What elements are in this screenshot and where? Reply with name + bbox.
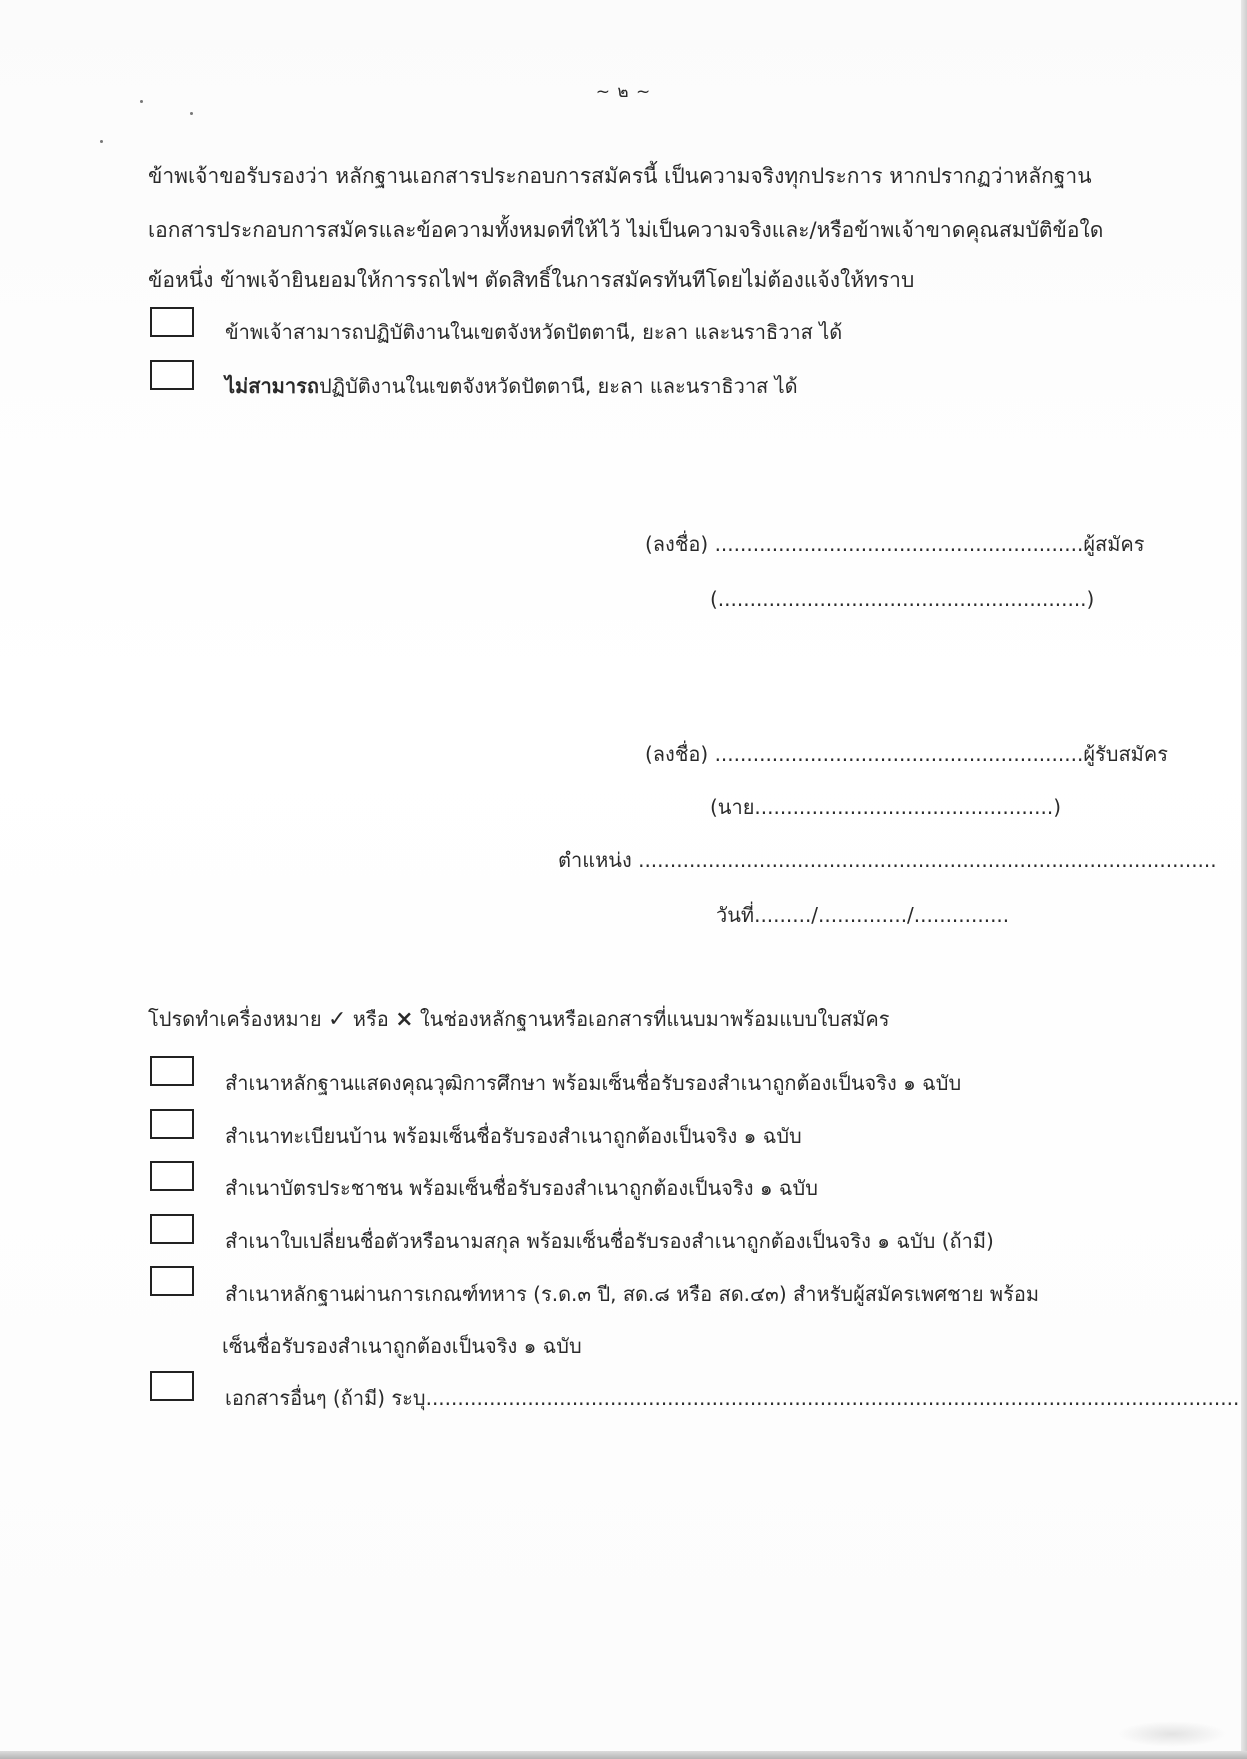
area-cannot-checkbox[interactable] — [150, 360, 194, 390]
position-line — [558, 846, 1217, 874]
doc-checkbox-name-change[interactable] — [150, 1214, 194, 1244]
certification-line-3: ข้อหนึ่ง ข้าพเจ้ายินยอมให้การรถไฟฯ ตัดสิทธิ์ในการสมัครทันทีโดยไม่ต้องแจ้งให้ทราบ — [148, 268, 915, 292]
area-can-label: ข้าพเจ้าสามารถปฏิบัติงานในเขตจังหวัดปัตตานี, ยะลา และนราธิวาส ได้ — [225, 320, 843, 344]
area-cannot-label — [225, 372, 798, 400]
recipient-name-line: (นาย...............................................) — [710, 795, 1062, 819]
other-dots: ................................................................................................................................ — [425, 1386, 1240, 1410]
area-can-checkbox[interactable] — [150, 307, 194, 337]
page-edge-right — [1241, 0, 1247, 1759]
doc-label-education: สำเนาหลักฐานแสดงคุณวุฒิการศึกษา พร้อมเซ็นชื่อรับรองสำเนาถูกต้องเป็นจริง ๑ ฉบับ — [225, 1071, 962, 1095]
doc-checkbox-other[interactable] — [150, 1371, 194, 1401]
recipient-sign-dots: .......................................................... — [714, 742, 1084, 766]
applicant-name-line: (..........................................................) — [710, 587, 1095, 611]
doc-label-house-registration: สำเนาทะเบียนบ้าน พร้อมเซ็นชื่อรับรองสำเนาถูกต้องเป็นจริง ๑ ฉบับ — [225, 1124, 802, 1148]
cross-mark-icon: × — [395, 1007, 414, 1032]
applicant-sign-prefix: (ลงชื่อ) — [645, 532, 709, 556]
recipient-sign-role: ผู้รับสมัคร — [1083, 742, 1168, 766]
scan-speck — [190, 112, 193, 115]
position-dots: ........................................................................................... — [638, 848, 1217, 872]
certification-line-2: เอกสารประกอบการสมัครและข้อความทั้งหมดที่ให้ไว้ ไม่เป็นความจริงและ/หรือข้าพเจ้าขาดคุณสมบัติข้อใด — [148, 218, 1104, 242]
scan-speck — [100, 140, 103, 143]
doc-label-military-2: เซ็นชื่อรับรองสำเนาถูกต้องเป็นจริง ๑ ฉบับ — [222, 1334, 582, 1358]
applicant-signature-line — [645, 530, 1145, 558]
doc-label-id-card: สำเนาบัตรประชาชน พร้อมเซ็นชื่อรับรองสำเนาถูกต้องเป็นจริง ๑ ฉบับ — [225, 1176, 818, 1200]
doc-checkbox-education[interactable] — [150, 1056, 194, 1086]
doc-label-other — [225, 1384, 1239, 1412]
recipient-signature-line — [645, 740, 1168, 768]
applicant-sign-dots: .......................................................... — [714, 532, 1084, 556]
instruction-start: โปรดทำเครื่องหมาย — [148, 1007, 322, 1031]
page-number: ~ ๒ ~ — [595, 82, 652, 102]
other-label: เอกสารอื่นๆ (ถ้ามี) ระบุ — [225, 1386, 426, 1410]
doc-checkbox-military[interactable] — [150, 1266, 194, 1296]
check-mark-icon: ✓ — [328, 1007, 347, 1032]
scan-smudge — [1117, 1721, 1227, 1747]
page-edge-bottom — [0, 1751, 1247, 1759]
date-line: วันที่........./............../............... — [716, 903, 1010, 927]
doc-checkbox-id-card[interactable] — [150, 1161, 194, 1191]
doc-label-military-1: สำเนาหลักฐานผ่านการเกณฑ์ทหาร (ร.ด.๓ ปี, สด.๘ หรือ สด.๔๓) สำหรับผู้สมัครเพศชาย พร้อม — [225, 1282, 1040, 1306]
certification-line-1: ข้าพเจ้าขอรับรองว่า หลักฐานเอกสารประกอบการสมัครนี้ เป็นความจริงทุกประการ หากปรากฏว่าหลักฐาน — [148, 164, 1092, 188]
applicant-sign-role: ผู้สมัคร — [1083, 532, 1145, 556]
instruction-end: ในช่องหลักฐานหรือเอกสารที่แนบมาพร้อมแบบใบสมัคร — [419, 1007, 890, 1031]
area-cannot-rest: ปฏิบัติงานในเขตจังหวัดปัตตานี, ยะลา และนราธิวาส ได้ — [318, 374, 798, 398]
area-cannot-emphasis: ไม่สามารถ — [225, 374, 319, 398]
instruction-or: หรือ — [352, 1007, 389, 1031]
position-label: ตำแหน่ง — [558, 848, 632, 872]
recipient-sign-prefix: (ลงชื่อ) — [645, 742, 709, 766]
doc-checkbox-house-registration[interactable] — [150, 1109, 194, 1139]
instruction-line — [148, 1005, 889, 1034]
doc-label-name-change: สำเนาใบเปลี่ยนชื่อตัวหรือนามสกุล พร้อมเซ็นชื่อรับรองสำเนาถูกต้องเป็นจริง ๑ ฉบับ (ถ้ามี) — [225, 1229, 994, 1253]
